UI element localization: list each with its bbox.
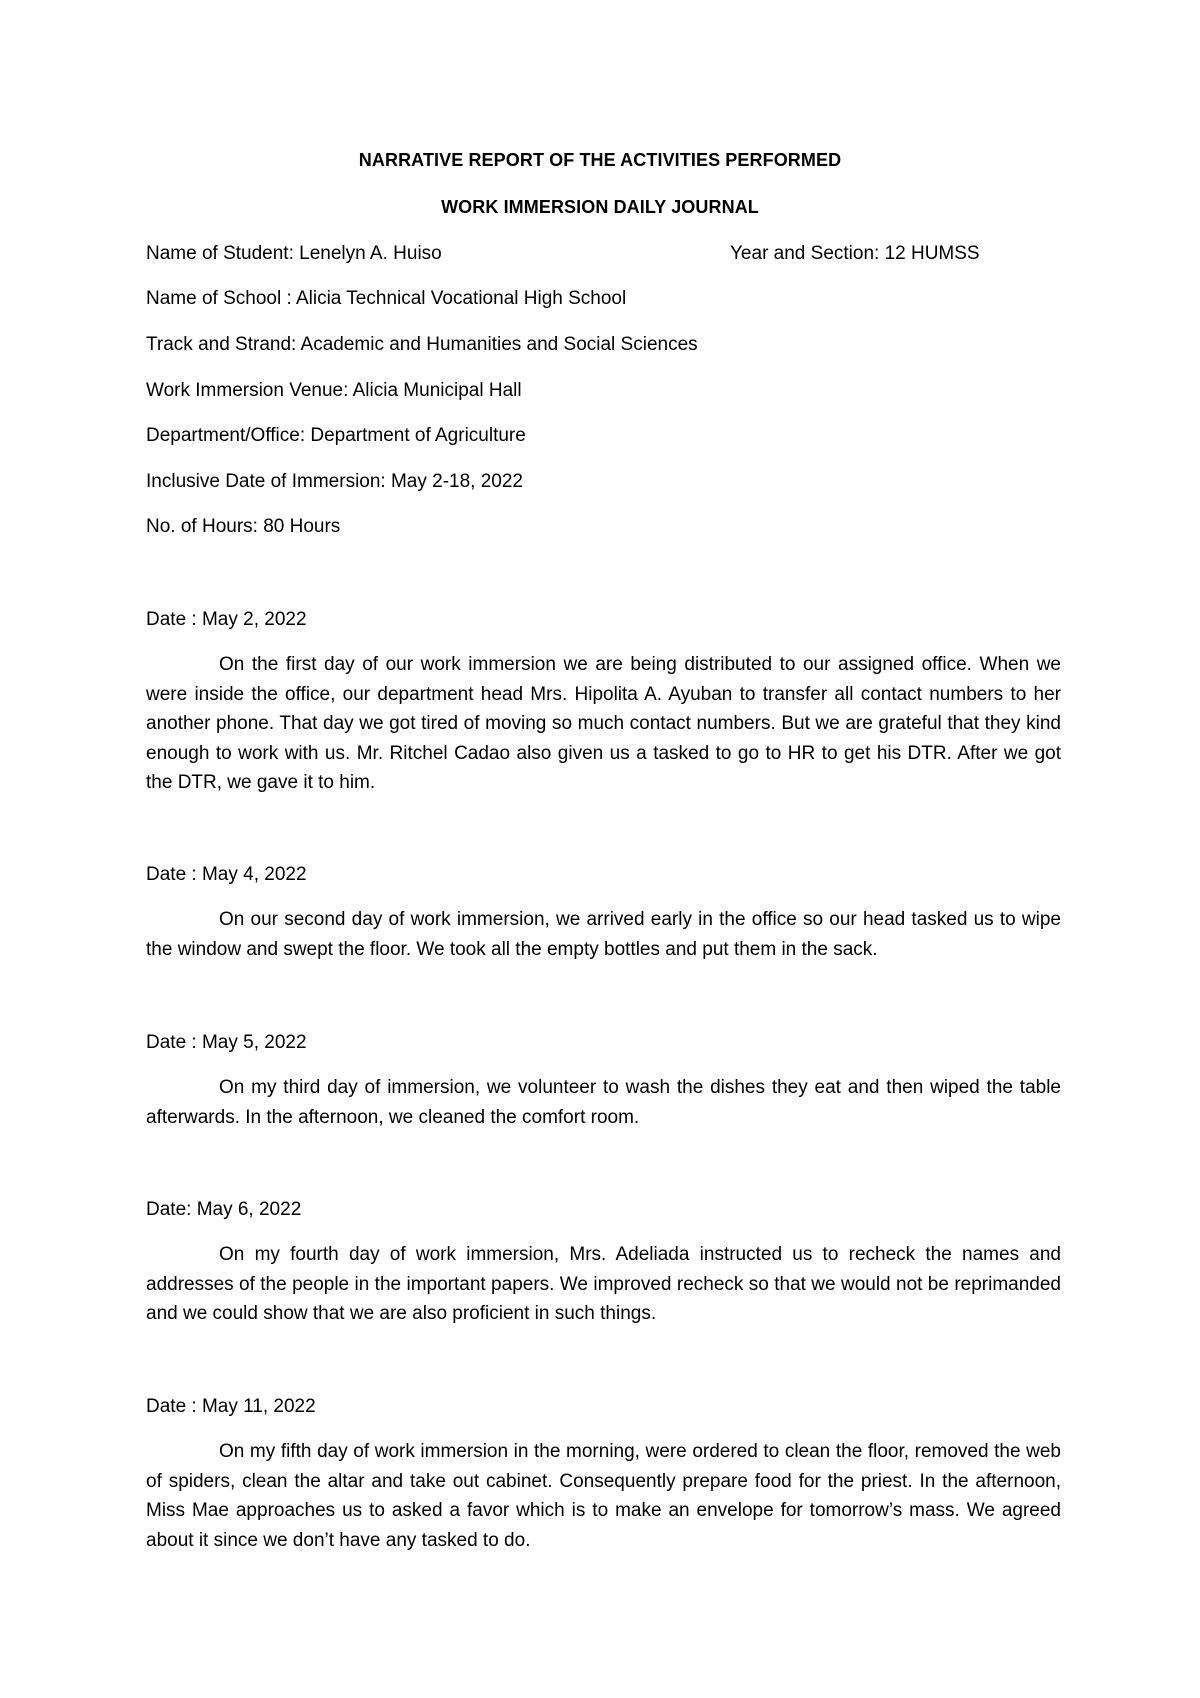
immersion-venue: Work Immersion Venue: Alicia Municipal Hall <box>146 380 522 401</box>
number-of-hours: No. of Hours: 80 Hours <box>146 516 341 537</box>
entry-date: Date : May 11, 2022 <box>146 1396 316 1417</box>
entry-text: On my third day of immersion, we volunteer to wash the dishes they eat and then wiped the table afterwards. In the afternoon, we cleaned the comfort room. <box>146 1077 1061 1128</box>
student-name: Name of Student: Lenelyn A. Huiso <box>146 243 442 264</box>
entry-text: On our second day of work immersion, we arrived early in the office so our head tasked us to wipe the window and swept the floor. We took all the empty bottles and put them in the sack. <box>146 909 1061 960</box>
inclusive-date: Inclusive Date of Immersion: May 2-18, 2022 <box>146 471 524 492</box>
school-name: Name of School : Alicia Technical Vocational High School <box>146 288 627 309</box>
year-and-section: Year and Section: 12 HUMSS <box>730 243 980 264</box>
entry-text: On my fourth day of work immersion, Mrs. Adeliada instructed us to recheck the names and addresses of the people in the important papers. We improved recheck so that we would not be reprimanded and we could show that we are also proficient in such things. <box>146 1244 1061 1324</box>
entry-text: On my fifth day of work immersion in the morning, were ordered to clean the floor, removed the web of spiders, clean the altar and take out cabinet. Consequently prepare food for the priest. In the afternoon, Miss Mae approaches us to asked a favor which is to make an envelope for tomorrow’s mass. We agreed about it since we don’t have any tasked to do. <box>146 1441 1061 1551</box>
entry-date: Date: May 6, 2022 <box>146 1199 302 1220</box>
track-and-strand: Track and Strand: Academic and Humanities and Social Sciences <box>146 334 698 355</box>
department-office: Department/Office: Department of Agriculture <box>146 425 526 446</box>
entry-date: Date : May 4, 2022 <box>146 864 307 885</box>
journal-subtitle: WORK IMMERSION DAILY JOURNAL <box>441 197 759 217</box>
report-title: NARRATIVE REPORT OF THE ACTIVITIES PERFORMED <box>358 150 842 170</box>
entry-date: Date : May 2, 2022 <box>146 609 307 630</box>
entry-text: On the first day of our work immersion we are being distributed to our assigned office. When we were inside the office, our department head Mrs. Hipolita A. Ayuban to transfer all contact numbers to her another phone. That day we got tired of moving so much contact numbers. But we are grateful that they kind enough to work with us. Mr. Ritchel Cadao also given us a tasked to go to HR to get his DTR. After we got the DTR, we gave it to him. <box>146 654 1061 793</box>
entry-date: Date : May 5, 2022 <box>146 1032 307 1053</box>
